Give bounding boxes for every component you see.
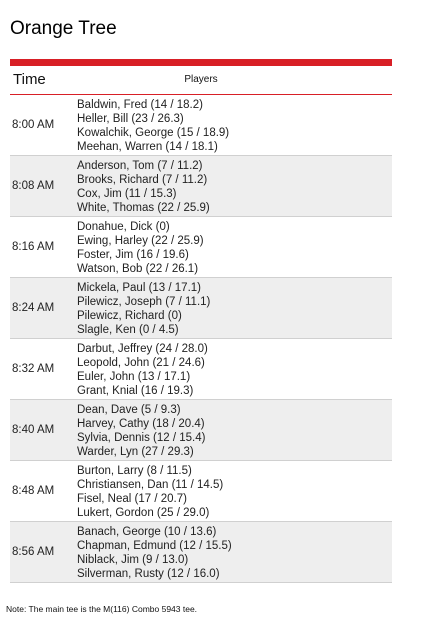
- player-entry: White, Thomas (22 / 25.9): [77, 202, 210, 214]
- player-entry: Cox, Jim (11 / 15.3): [77, 188, 177, 200]
- tee-time: 8:00 AM: [12, 119, 55, 131]
- player-entry: Watson, Bob (22 / 26.1): [77, 263, 199, 275]
- player-entry: Sylvia, Dennis (12 / 15.4): [77, 432, 206, 444]
- player-entry: Heller, Bill (23 / 26.3): [77, 113, 184, 125]
- table-row: [10, 339, 392, 400]
- player-entry: Harvey, Cathy (18 / 20.4): [77, 418, 205, 430]
- player-entry: Baldwin, Fred (14 / 18.2): [77, 99, 203, 111]
- player-entry: Silverman, Rusty (12 / 16.0): [77, 568, 220, 580]
- table-row: [10, 278, 392, 339]
- player-list: [77, 525, 232, 581]
- player-entry: Christiansen, Dan (11 / 14.5): [77, 479, 224, 491]
- player-entry: Darbut, Jeffrey (24 / 28.0): [77, 343, 208, 355]
- player-list: [77, 464, 223, 520]
- player-entry: Grant, Knial (16 / 19.3): [77, 385, 194, 397]
- tee-time: 8:48 AM: [12, 485, 55, 497]
- player-entry: Niblack, Jim (9 / 13.0): [77, 554, 189, 566]
- tee-time: 8:16 AM: [12, 241, 55, 253]
- player-list: [77, 403, 205, 459]
- tee-time: 8:56 AM: [12, 546, 55, 558]
- player-entry: Slagle, Ken (0 / 4.5): [77, 324, 179, 336]
- player-entry: Chapman, Edmund (12 / 15.5): [77, 540, 232, 552]
- player-entry: Pilewicz, Joseph (7 / 11.1): [77, 296, 211, 308]
- tee-time: 8:24 AM: [12, 302, 55, 314]
- player-entry: Dean, Dave (5 / 9.3): [77, 404, 181, 416]
- player-list: [77, 159, 210, 215]
- player-entry: Kowalchik, George (15 / 18.9): [77, 127, 230, 139]
- player-entry: Meehan, Warren (14 / 18.1): [77, 141, 218, 153]
- player-entry: Fisel, Neal (17 / 20.7): [77, 493, 187, 505]
- player-list: [77, 342, 208, 398]
- table-row: [10, 400, 392, 461]
- tee-time: 8:40 AM: [12, 424, 55, 436]
- player-entry: Foster, Jim (16 / 19.6): [77, 249, 189, 261]
- player-entry: Leopold, John (21 / 24.6): [77, 357, 205, 369]
- footnote: Note: The main tee is the M(116) Combo 5943 tee.: [6, 604, 198, 614]
- player-entry: Mickela, Paul (13 / 17.1): [77, 282, 202, 294]
- table-header: [10, 66, 392, 95]
- table-row: [10, 522, 392, 583]
- player-entry: Lukert, Gordon (25 / 29.0): [77, 507, 210, 519]
- player-entry: Ewing, Harley (22 / 25.9): [77, 235, 204, 247]
- player-entry: Anderson, Tom (7 / 11.2): [77, 160, 203, 172]
- player-entry: Brooks, Richard (7 / 11.2): [77, 174, 208, 186]
- page-title: Orange Tree: [10, 18, 117, 39]
- player-list: [77, 98, 229, 154]
- tee-time: 8:08 AM: [12, 180, 55, 192]
- table-row: [10, 156, 392, 217]
- tee-time: 8:32 AM: [12, 363, 55, 375]
- table-row: [10, 217, 392, 278]
- tee-time-table: [10, 95, 392, 583]
- player-entry: Burton, Larry (8 / 11.5): [77, 465, 192, 477]
- player-entry: Euler, John (13 / 17.1): [77, 371, 191, 383]
- player-entry: Banach, George (10 / 13.6): [77, 526, 217, 538]
- accent-bar: [10, 59, 392, 66]
- player-entry: Warder, Lyn (27 / 29.3): [77, 446, 194, 458]
- player-entry: Pilewicz, Richard (0): [77, 310, 182, 322]
- player-list: [77, 220, 204, 276]
- players-column-header: Players: [184, 74, 218, 85]
- time-column-header: Time: [13, 71, 46, 88]
- player-list: [77, 281, 210, 337]
- table-row: [10, 461, 392, 522]
- player-entry: Donahue, Dick (0): [77, 221, 170, 233]
- table-row: [10, 95, 392, 156]
